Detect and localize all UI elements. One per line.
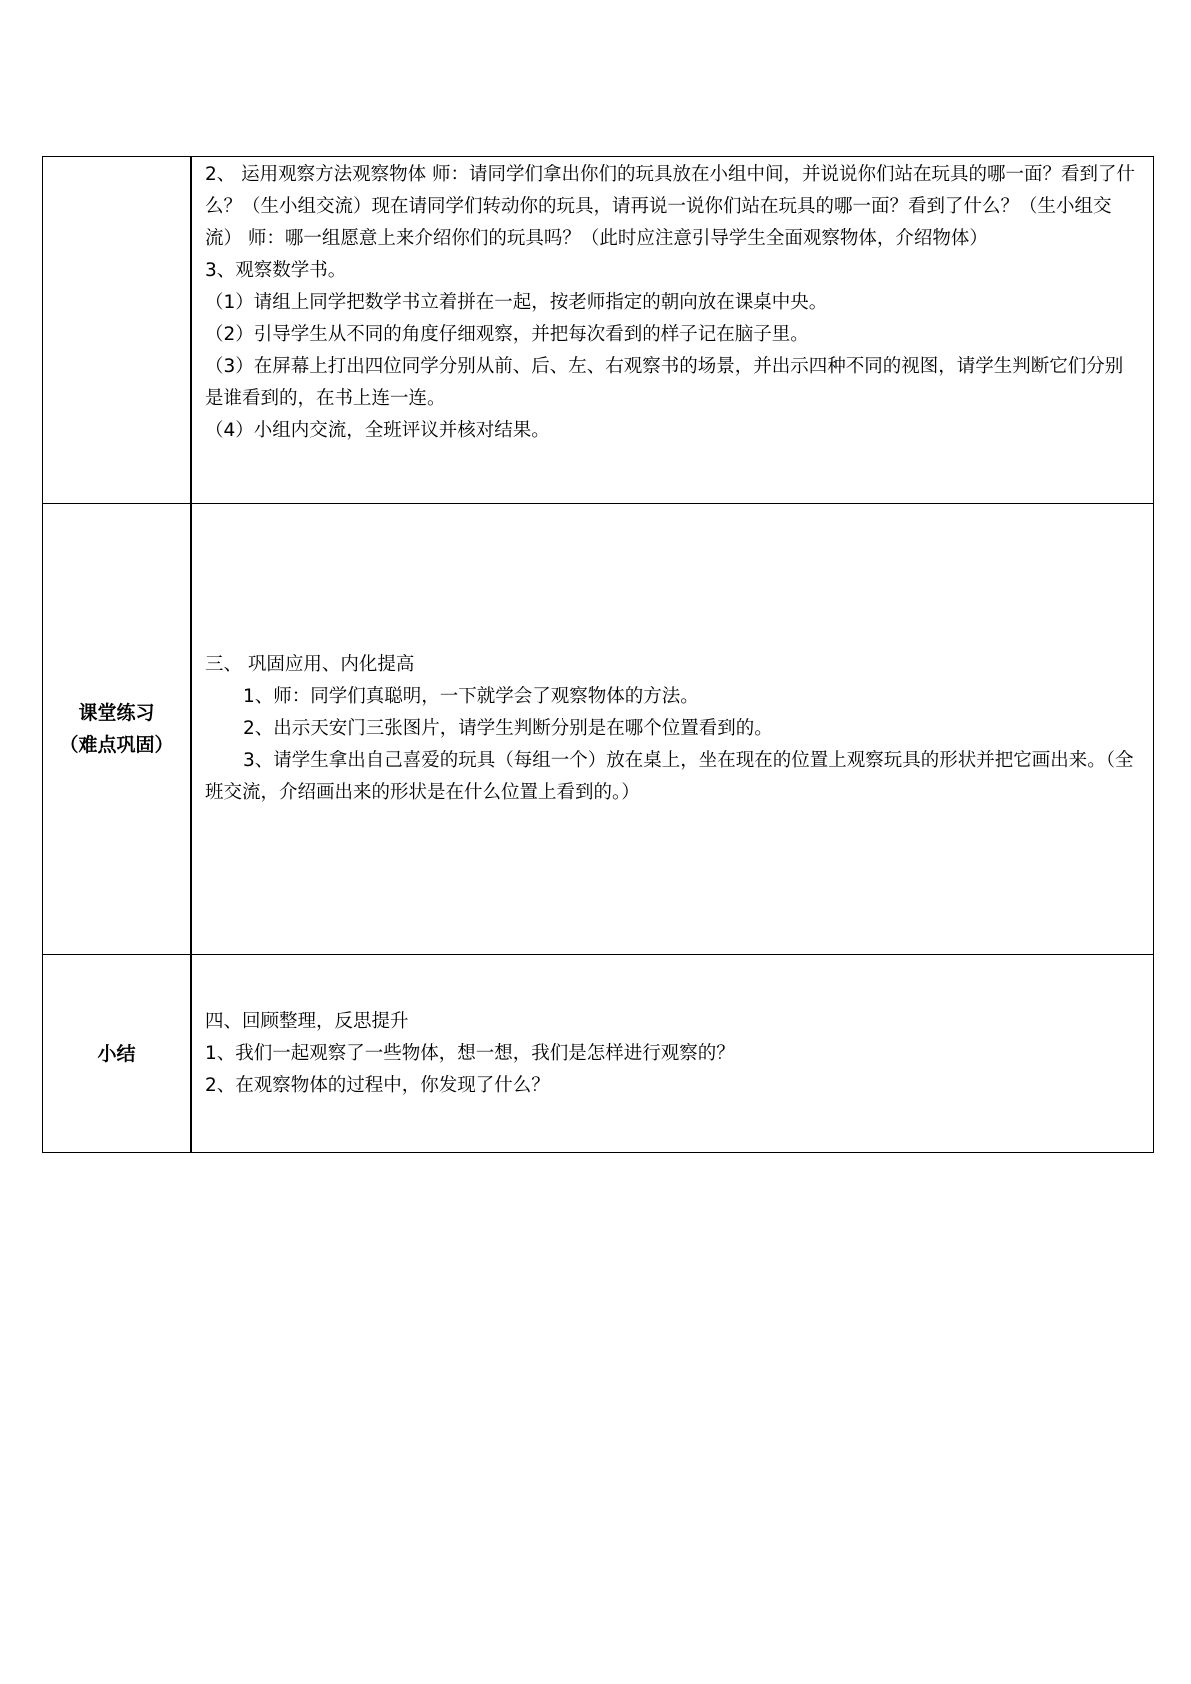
table-row-summary [43, 955, 1154, 1153]
step-2-paragraph: 2、 运用观察方法观察物体 师：请同学们拿出你们的玩具放在小组中间，并说说你们站在玩具的哪一面？看到了什么？（生小组交流）现在请同学们转动你的玩具，请再说一说你们站在玩具的哪一面？看到了什么？（生小组交流） 师：哪一组愿意上来介绍你们的玩具吗？（此时应注意引导学生全面观察物体，介绍物体） [205, 164, 1136, 249]
practice-item-3: 3、请学生拿出自己喜爱的玩具（每组一个）放在桌上，坐在现在的位置上观察玩具的形状并把它画出来。（全班交流，介绍画出来的形状是在什么位置上看到的。） [205, 750, 1134, 803]
row-label-practice [43, 504, 192, 955]
table-row-practice [43, 504, 1154, 955]
step-3-substep-4: （4）小组内交流，全班评议并核对结果。 [205, 420, 550, 441]
summary-item-1: 1、我们一起观察了一些物体，想一想，我们是怎样进行观察的？ [205, 1042, 735, 1064]
step-3-substep-3: （3）在屏幕上打出四位同学分别从前、后、左、右观察书的场景，并出示四种不同的视图，请学生判断它们分别是谁看到的，在书上连一连。 [205, 356, 1124, 409]
row-label-summary [43, 955, 192, 1153]
practice-item-1: 1、师：同学们真聪明，一下就学会了观察物体的方法。 [243, 686, 699, 707]
summary-item-2: 2、在观察物体的过程中，你发现了什么？ [205, 1074, 550, 1096]
practice-item-2: 2、出示天安门三张图片，请学生判断分别是在哪个位置看到的。 [243, 718, 773, 739]
step-3-substep-2: （2）引导学生从不同的角度仔细观察，并把每次看到的样子记在脑子里。 [205, 324, 809, 345]
step-3-substep-1: （1）请组上同学把数学书立着拼在一起，按老师指定的朝向放在课桌中央。 [205, 292, 828, 313]
practice-sublabel: （难点巩固） [59, 734, 174, 756]
summary-content-cell [191, 955, 1154, 1153]
summary-label: 小结 [97, 1042, 136, 1065]
section-4-heading: 四、回顾整理，反思提升 [205, 1010, 409, 1032]
practice-label: 课堂练习 [78, 702, 155, 724]
table-row-activity [43, 157, 1154, 504]
row-label-empty [43, 157, 192, 504]
practice-content-cell [191, 504, 1154, 955]
section-3-heading: 三、 巩固应用、内化提高 [205, 654, 415, 675]
activity-content-cell [191, 157, 1154, 504]
lesson-plan-table [42, 156, 1154, 1153]
step-3-heading: 3、观察数学书。 [205, 260, 347, 281]
